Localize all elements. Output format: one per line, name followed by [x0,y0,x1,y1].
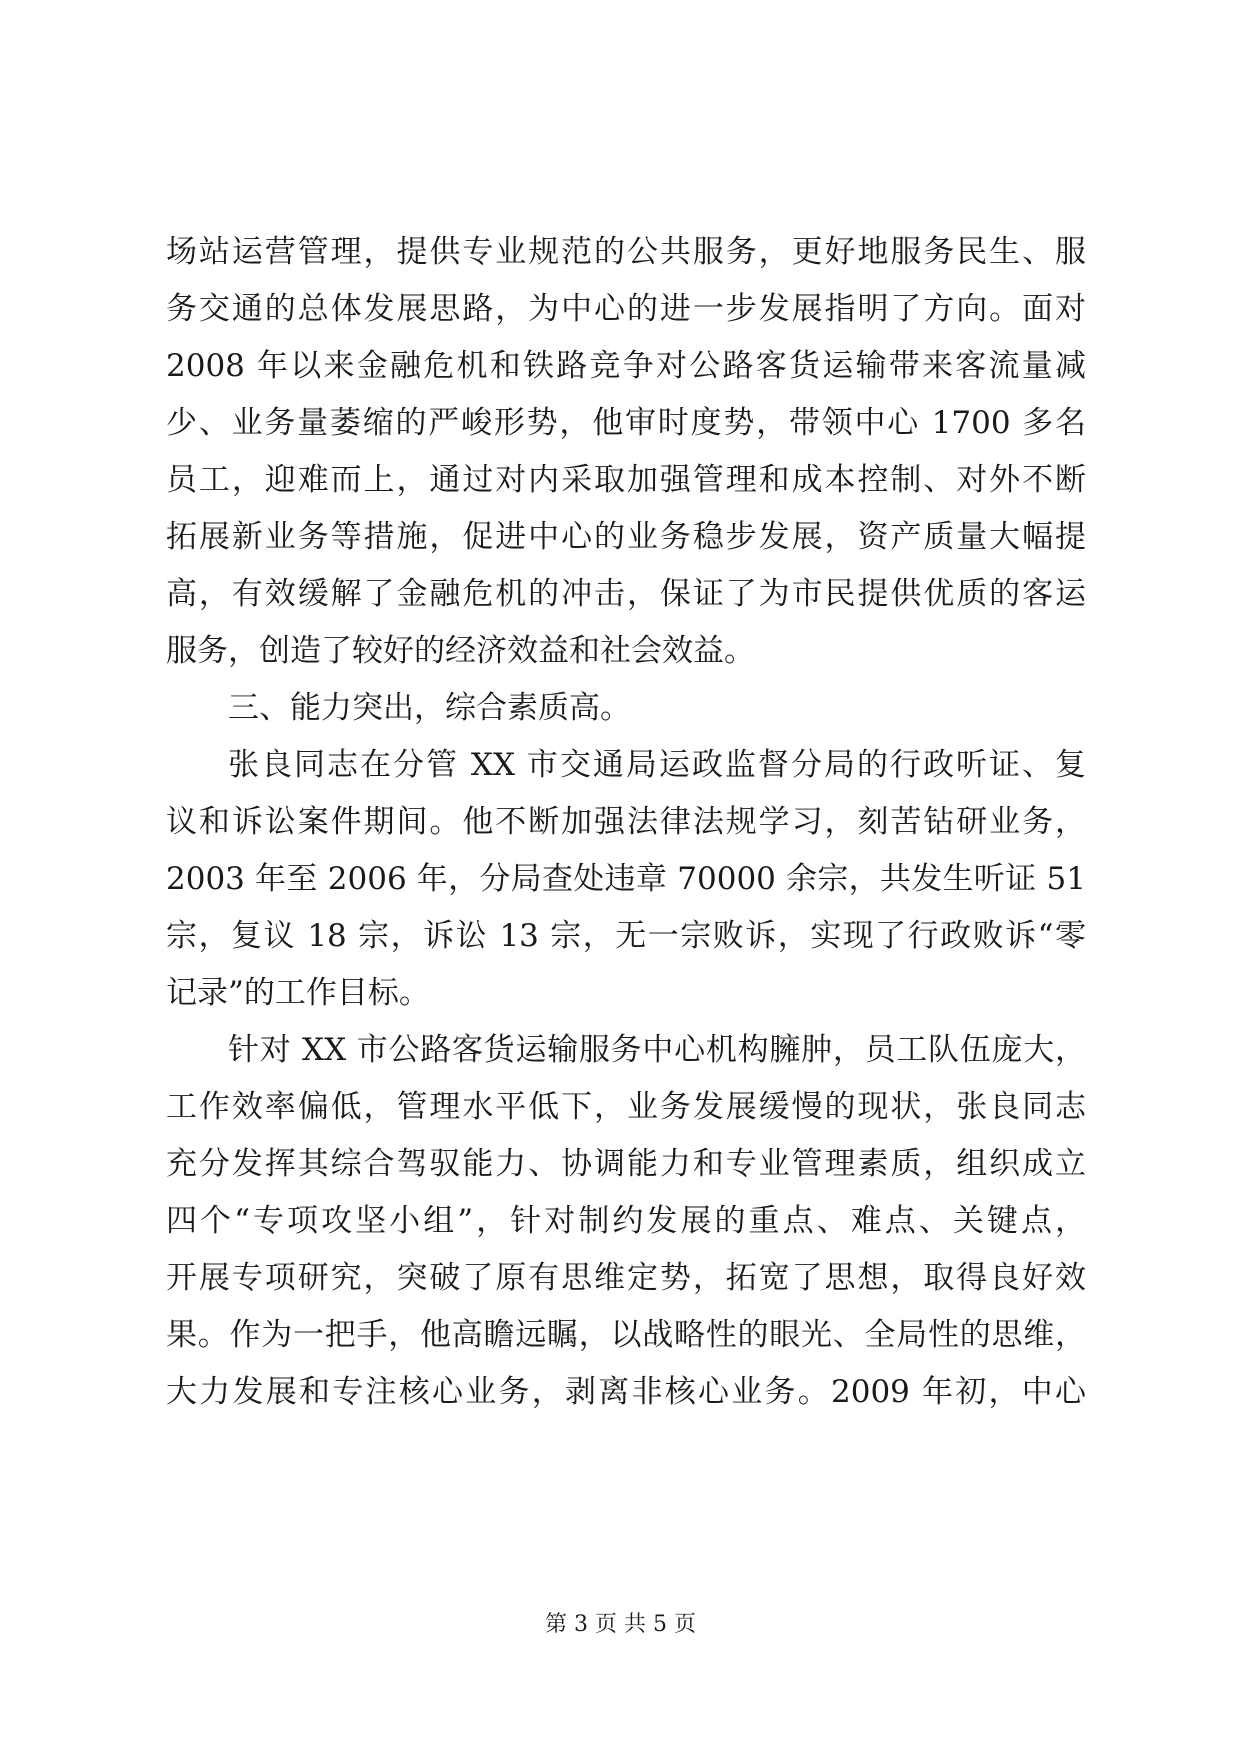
text-line: 开展专项研究，突破了原有思维定势，拓宽了思想，取得良好效 [166,1260,1086,1296]
text-line: 宗，复议 18 宗，诉讼 13 宗，无一宗败诉，实现了行政败诉“零 [166,918,1086,954]
text-line: 员工，迎难而上，通过对内采取加强管理和成本控制、对外不断 [166,462,1086,498]
text-line: 2008 年以来金融危机和铁路竞争对公路客货运输带来客流量减 [166,348,1086,384]
text-line: 果。作为一把手，他高瞻远瞩，以战略性的眼光、全局性的思维， [166,1317,1086,1353]
text-line: 少、业务量萎缩的严峻形势，他审时度势，带领中心 1700 多名 [166,405,1086,441]
text-line: 议和诉讼案件期间。他不断加强法律法规学习，刻苦钻研业务， [166,804,1086,840]
text-line: 四个“专项攻坚小组”，针对制约发展的重点、难点、关键点， [166,1203,1086,1239]
text-line: 2003 年至 2006 年，分局查处违章 70000 余宗，共发生听证 51 [166,861,1086,897]
text-line: 工作效率偏低，管理水平低下，业务发展缓慢的现状，张良同志 [166,1089,1086,1125]
text-line: 拓展新业务等措施，促进中心的业务稳步发展，资产质量大幅提 [166,519,1086,555]
text-line: 针对 XX 市公路客货运输服务中心机构臃肿，员工队伍庞大， [228,1032,1086,1068]
text-line: 记录”的工作目标。 [166,975,430,1011]
text-line: 务交通的总体发展思路，为中心的进一步发展指明了方向。面对 [166,291,1086,327]
text-line: 大力发展和专注核心业务，剥离非核心业务。2009 年初，中心 [166,1374,1086,1410]
text-line: 充分发挥其综合驾驭能力、协调能力和专业管理素质，组织成立 [166,1146,1086,1182]
text-line: 场站运营管理，提供专业规范的公共服务，更好地服务民生、服 [166,234,1086,270]
text-line: 高，有效缓解了金融危机的冲击，保证了为市民提供优质的客运 [166,576,1086,612]
page-number-footer: 第 3 页 共 5 页 [545,1612,696,1637]
section-heading: 三、能力突出，综合素质高。 [228,690,631,726]
text-line: 张良同志在分管 XX 市交通局运政监督分局的行政听证、复 [228,747,1086,783]
text-line: 服务，创造了较好的经济效益和社会效益。 [166,633,755,669]
